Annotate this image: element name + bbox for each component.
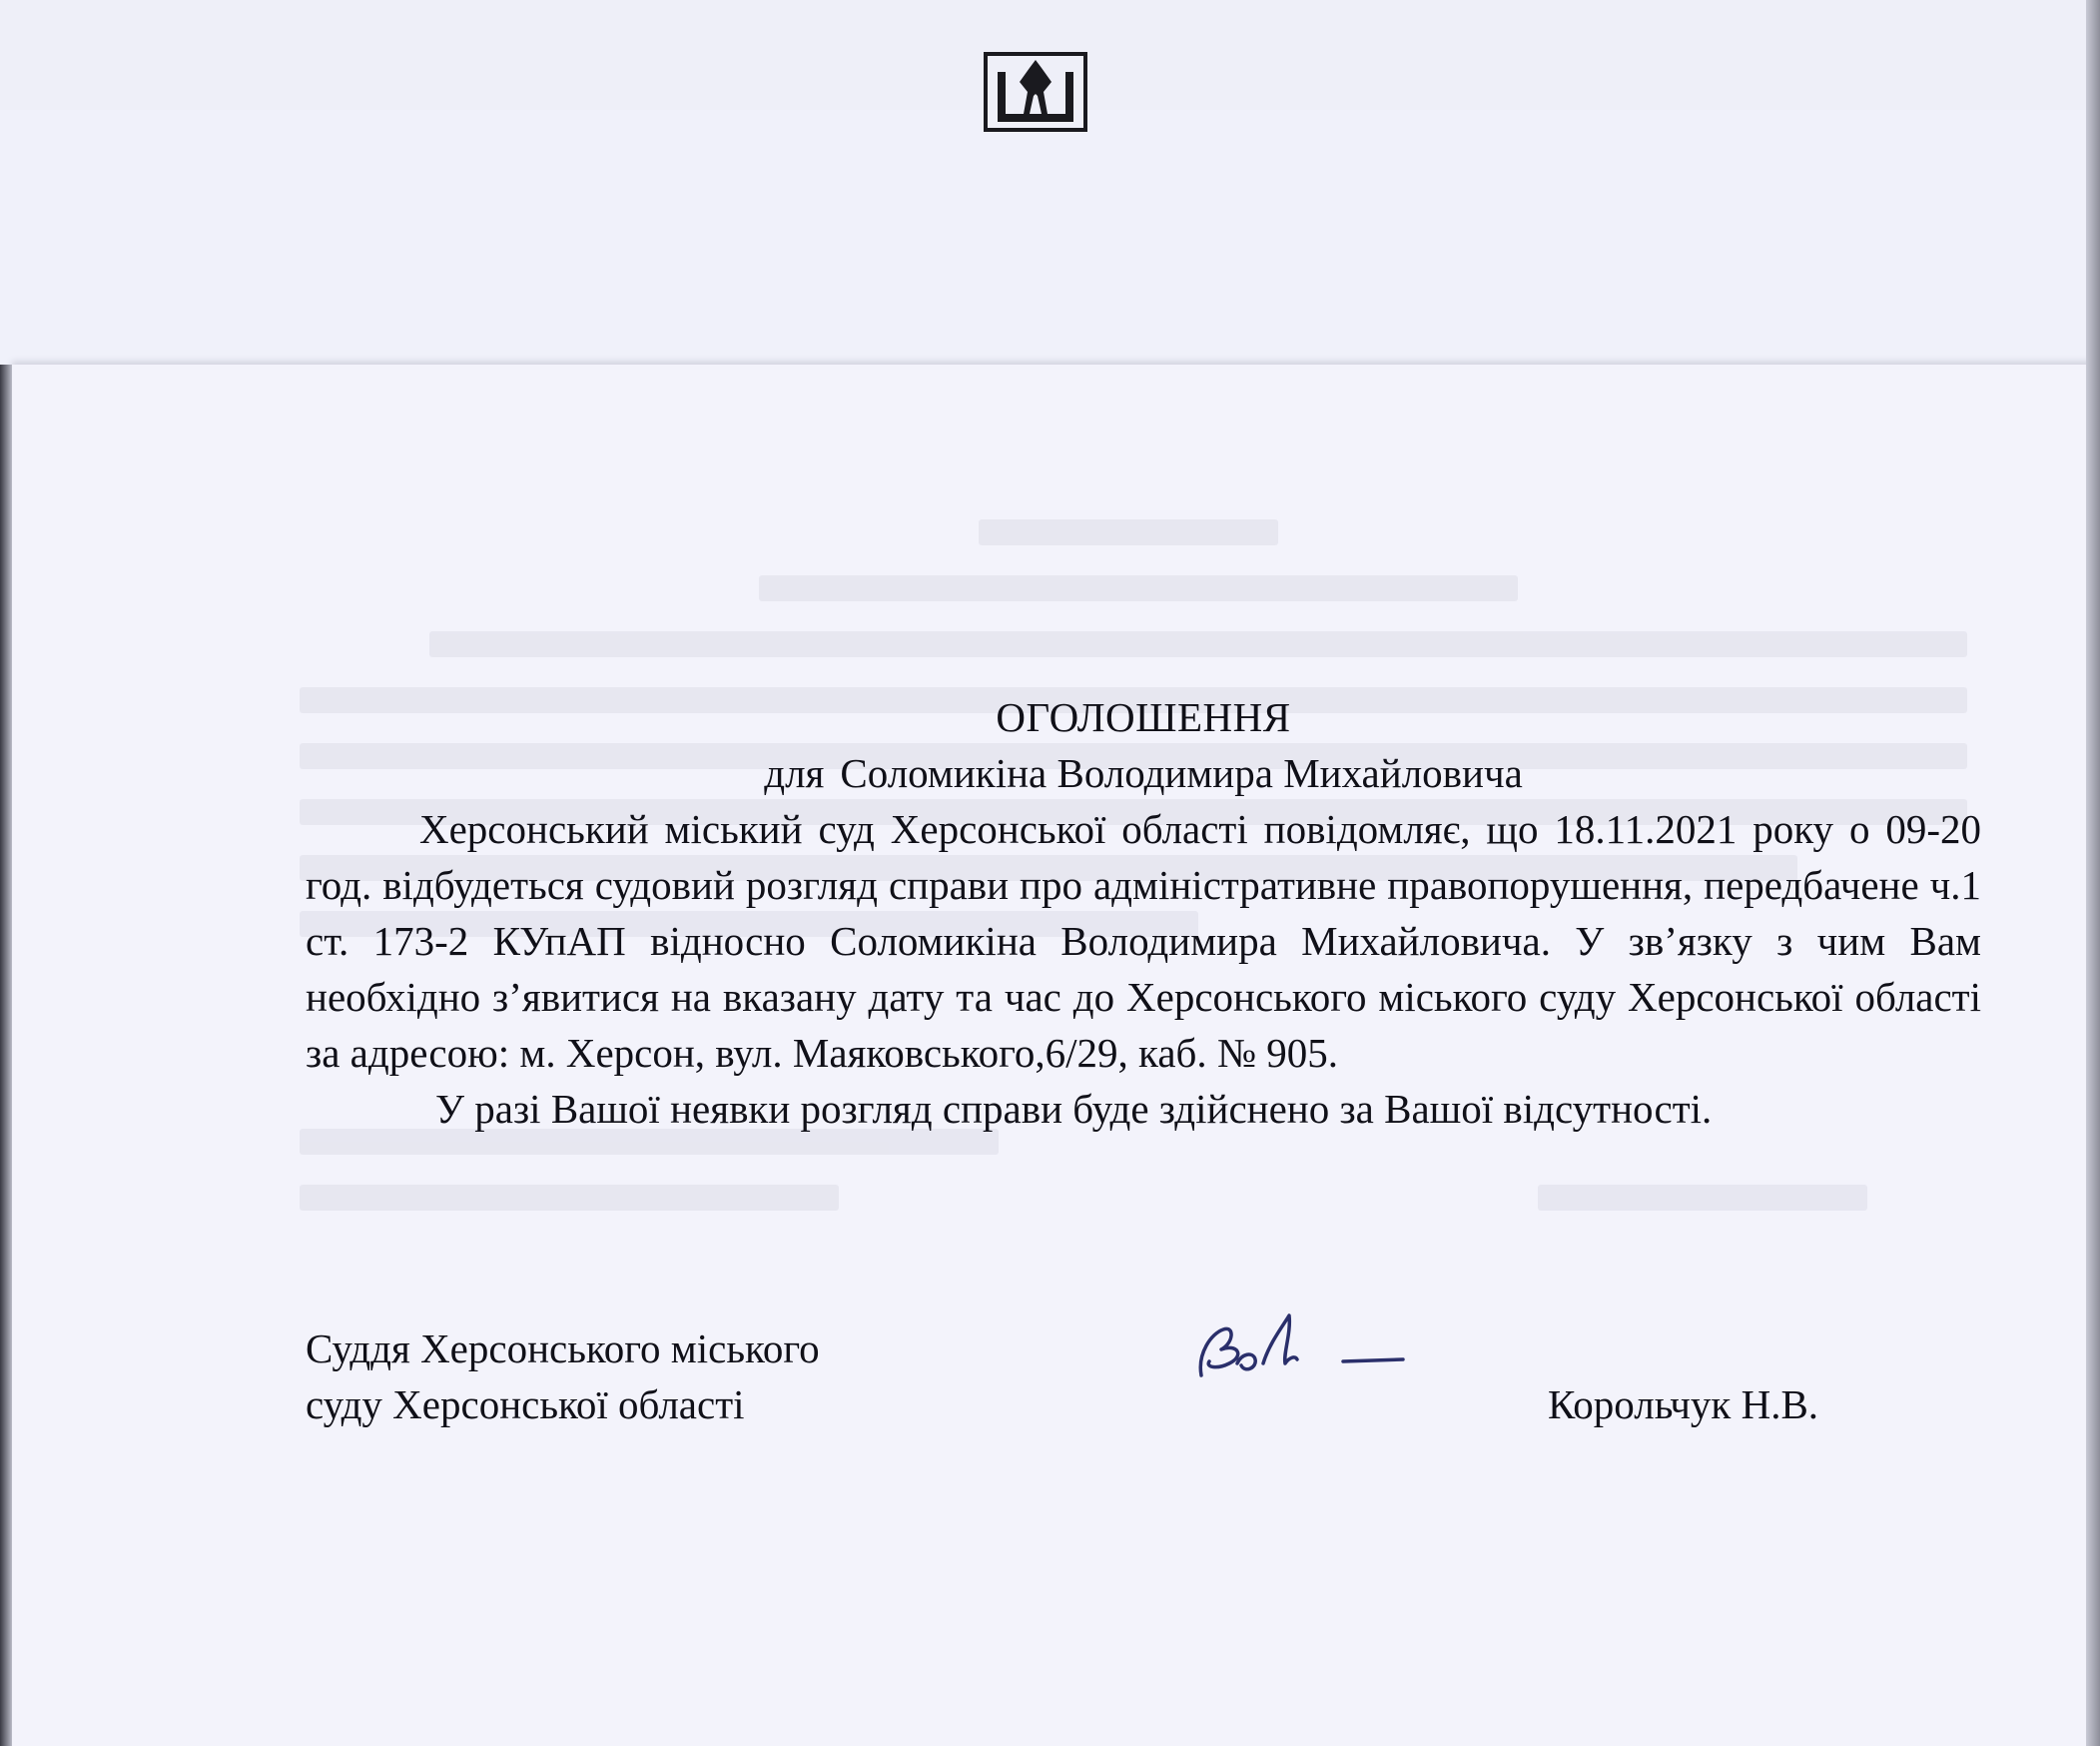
sheet-right-shadow [2086,0,2100,1746]
trident-emblem-icon [984,52,1087,132]
judge-position [306,1320,1005,1432]
recipient-prefix: для [764,750,825,796]
judge-position-line-2: суду Херсонської області [306,1381,745,1427]
sheet-left-shadow [0,365,12,1746]
judge-position-line-1: Суддя Херсонського міського [306,1325,820,1371]
middle-sheet [0,110,2095,392]
notice-recipient [306,745,1981,801]
judge-name: Корольчук Н.В. [1548,1381,1819,1427]
handwritten-signature-icon [1193,1304,1423,1403]
recipient-name: Соломикіна Володимира Михайловича [840,750,1523,796]
absence-note: У разі Вашої неявки розгляд справи буде здійснено за Вашої відсутності. [435,1086,1713,1132]
signature-block [306,1320,1883,1440]
notice-document [306,689,1981,1137]
notice-body: Херсонський міський суд Херсонської області повідомляє, що 18.11.2021 року о 09-20 год. відбудеться судовий розгляд справи про адміністративне правопорушення, передбачене ч.1 ст. 173-2 КУпАП відносно Соломикіна Володимира Михайловича. У зв’язку з чим Вам необхідно з’явитися на вказану дату та час до Херсонського міського суду Херсонської області за адресою: м. Херсон, вул. Маяковського,6/29, каб. № 905. [306,806,1981,1076]
notice-title: ОГОЛОШЕННЯ [996,694,1291,740]
